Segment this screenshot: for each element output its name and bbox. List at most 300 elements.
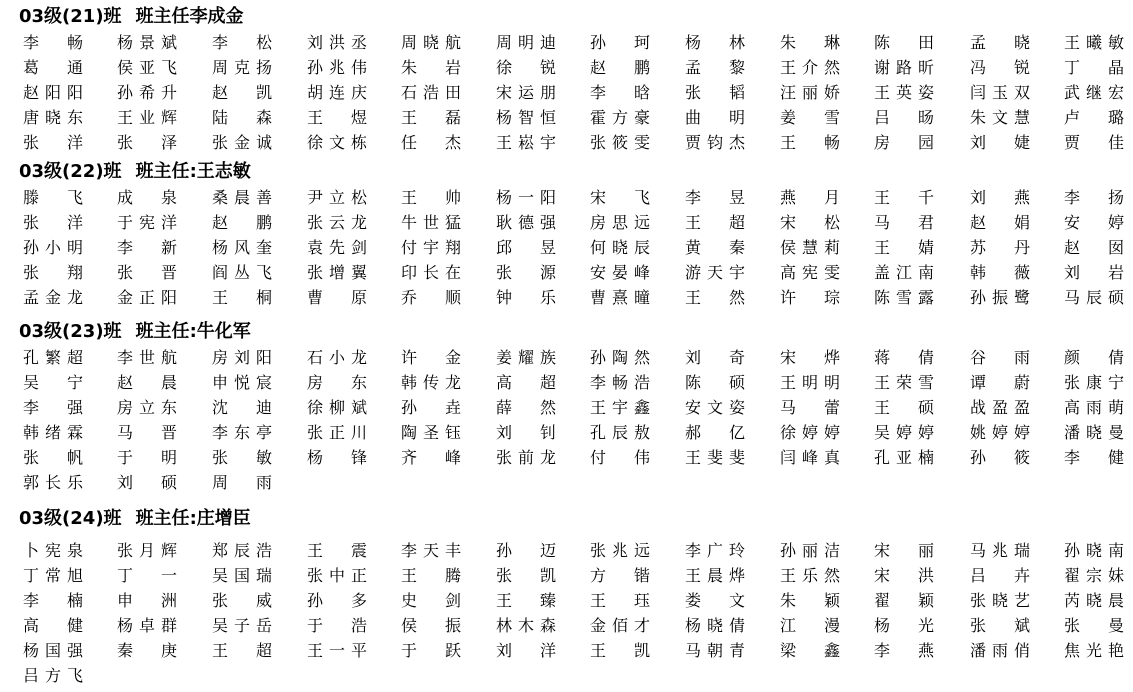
name-char: 扬 [255,58,272,77]
name-char: 飞 [633,188,650,207]
name-char: 孔 [874,448,891,467]
name-char: 婧 [917,238,934,257]
name-char: 王 [307,108,324,127]
student-name [874,395,934,420]
student-name [401,563,461,588]
name-char: 金 [117,288,134,307]
name-char: 晗 [633,83,650,102]
name-char: 磊 [444,108,461,127]
student-name [1064,420,1124,445]
teacher-name: 庄增臣 [196,508,251,529]
name-char: 江 [895,263,912,282]
name-char: 张 [117,133,134,152]
student-name [874,370,934,395]
student-name [117,395,177,420]
name-char: 臻 [539,591,556,610]
name-char: 曈 [633,288,650,307]
name-char: 双 [1013,83,1030,102]
name-char: 晓 [706,616,723,635]
name-char: 乐 [801,566,818,585]
student-name [496,613,556,638]
name-char: 石 [307,348,324,367]
student-name [23,588,83,613]
name-char: 杰 [728,133,745,152]
student-name [23,345,83,370]
name-char: 钧 [706,133,723,152]
name-char: 伟 [350,58,367,77]
name-char: 姿 [728,398,745,417]
student-name [23,445,83,470]
student-name [590,588,650,613]
student-name [874,260,934,285]
name-char: 张 [590,133,607,152]
student-name [685,30,745,55]
name-char: 丽 [917,541,934,560]
student-name [401,30,461,55]
name-char: 明 [66,238,83,257]
name-char: 杨 [117,33,134,52]
name-char: 亚 [895,448,912,467]
name-char: 安 [685,398,702,417]
student-name [212,470,272,495]
name-char: 楠 [66,591,83,610]
student-name [685,445,745,470]
name-char: 孔 [590,423,607,442]
name-char: 超 [728,213,745,232]
student-name [970,588,1030,613]
name-char: 帆 [66,448,83,467]
name-char: 郝 [685,423,702,442]
name-char: 一 [328,641,345,660]
name-char: 孙 [307,591,324,610]
name-char: 晋 [160,423,177,442]
student-name [970,613,1030,638]
name-char: 浩 [422,83,439,102]
name-char: 娄 [685,591,702,610]
name-char: 兆 [611,541,628,560]
student-name [874,210,934,235]
name-char: 马 [874,213,891,232]
student-name [874,80,934,105]
name-char: 洋 [160,213,177,232]
student-name [970,538,1030,563]
name-char: 悦 [233,373,250,392]
student-name [780,638,840,663]
name-char: 锋 [350,448,367,467]
name-char: 贾 [1064,133,1081,152]
name-char: 天 [706,263,723,282]
student-name [496,260,556,285]
name-char: 旸 [917,108,934,127]
name-char: 阳 [66,83,83,102]
teacher-label: 班主任 [135,321,190,342]
name-char: 房 [117,398,134,417]
name-char: 孙 [23,238,40,257]
name-char: 长 [44,473,61,492]
name-char: 辰 [1085,288,1102,307]
student-name [590,55,650,80]
name-char: 然 [823,58,840,77]
name-char: 李 [1064,448,1081,467]
name-char: 运 [517,83,534,102]
student-name [780,563,840,588]
student-name [1064,588,1124,613]
name-char: 薛 [496,398,513,417]
name-char: 赵 [1064,238,1081,257]
student-name [1064,395,1124,420]
name-char: 光 [917,616,934,635]
name-char: 陈 [874,33,891,52]
name-char: 王 [212,641,229,660]
name-char: 鹏 [255,213,272,232]
name-char: 业 [138,108,155,127]
name-char: 锐 [539,58,556,77]
student-name [874,538,934,563]
student-name [23,420,83,445]
name-char: 杨 [307,448,324,467]
name-char: 峰 [444,448,461,467]
name-char: 翟 [1064,566,1081,585]
student-name [401,130,461,155]
student-name [117,588,177,613]
student-name [874,345,934,370]
name-char: 航 [160,348,177,367]
name-char: 冯 [970,58,987,77]
name-char: 宋 [874,541,891,560]
student-name [1064,260,1124,285]
name-char: 东 [350,373,367,392]
name-char: 强 [66,398,83,417]
name-char: 丁 [117,566,134,585]
name-char: 方 [44,666,61,685]
name-char: 林 [728,33,745,52]
name-char: 江 [780,616,797,635]
name-char: 婷 [991,423,1008,442]
name-char: 猛 [444,213,461,232]
student-name [212,588,272,613]
name-char: 李 [401,541,418,560]
name-char: 斌 [160,33,177,52]
name-char: 然 [823,566,840,585]
student-name [874,588,934,613]
student-name [23,470,83,495]
name-char: 玉 [991,83,1008,102]
name-char: 世 [138,348,155,367]
name-char: 晓 [1085,541,1102,560]
name-char: 剑 [444,591,461,610]
name-char: 超 [539,373,556,392]
name-char: 张 [685,83,702,102]
student-name [496,588,556,613]
student-name [1064,370,1124,395]
name-char: 杨 [496,188,513,207]
student-name [685,185,745,210]
student-name [307,420,367,445]
name-char: 王 [685,213,702,232]
name-char: 李 [685,541,702,560]
student-name [970,55,1030,80]
name-char: 黎 [728,58,745,77]
name-char: 阳 [255,348,272,367]
name-char: 杨 [117,616,134,635]
name-char: 龙 [444,373,461,392]
name-char: 雨 [991,641,1008,660]
name-char: 耿 [496,213,513,232]
name-char: 郭 [23,473,40,492]
name-char: 畅 [611,373,628,392]
name-char: 侯 [117,58,134,77]
name-char: 王 [874,83,891,102]
name-char: 刘 [496,423,513,442]
name-char: 珂 [633,33,650,52]
name-char: 晓 [44,108,61,127]
student-name [117,445,177,470]
name-char: 露 [917,288,934,307]
name-char: 娇 [823,83,840,102]
student-name [401,285,461,310]
name-char: 朱 [780,591,797,610]
name-char: 孟 [685,58,702,77]
name-char: 谭 [970,373,987,392]
name-char: 贾 [685,133,702,152]
name-char: 王 [685,448,702,467]
name-char: 周 [496,33,513,52]
name-char: 明 [517,33,534,52]
student-name [307,345,367,370]
student-name [496,30,556,55]
name-char: 浩 [350,616,367,635]
name-char: 敏 [1107,33,1124,52]
name-char: 曼 [1107,616,1124,635]
name-char: 宏 [1107,83,1124,102]
name-char: 高 [780,263,797,282]
name-char: 斌 [1013,616,1030,635]
name-char: 然 [633,348,650,367]
name-char: 前 [517,448,534,467]
name-char: 赵 [212,83,229,102]
name-char: 克 [233,58,250,77]
student-name [23,538,83,563]
student-name [23,638,83,663]
name-char: 王 [1064,33,1081,52]
student-name [685,638,745,663]
name-char: 张 [496,448,513,467]
name-char: 吴 [212,616,229,635]
name-char: 卢 [1064,108,1081,127]
name-char: 晓 [1085,423,1102,442]
name-char: 娟 [1013,213,1030,232]
name-char: 王 [780,373,797,392]
student-name [496,638,556,663]
name-char: 立 [328,188,345,207]
name-char: 辰 [233,541,250,560]
name-char: 张 [23,448,40,467]
name-char: 腾 [444,566,461,585]
name-char: 妹 [1107,566,1124,585]
name-char: 赵 [23,83,40,102]
name-char: 平 [350,641,367,660]
name-char: 岩 [1107,263,1124,282]
name-char: 马 [780,398,797,417]
student-name [117,470,177,495]
name-char: 东 [160,398,177,417]
student-name [970,130,1030,155]
name-char: 洲 [160,591,177,610]
student-name [212,613,272,638]
name-char: 王 [780,566,797,585]
name-char: 周 [401,33,418,52]
student-name [685,210,745,235]
name-char: 唐 [23,108,40,127]
name-char: 明 [801,373,818,392]
name-char: 张 [496,263,513,282]
student-name [117,285,177,310]
student-name [685,613,745,638]
name-char: 迈 [539,541,556,560]
name-char: 迪 [539,33,556,52]
name-char: 超 [66,348,83,367]
name-char: 洪 [328,33,345,52]
student-name [496,235,556,260]
student-name [970,370,1030,395]
name-char: 光 [1085,641,1102,660]
student-name [212,210,272,235]
name-char: 宇 [611,398,628,417]
name-char: 耀 [517,348,534,367]
student-name [307,395,367,420]
name-char: 刘 [970,133,987,152]
name-char: 敖 [633,423,650,442]
student-name [307,130,367,155]
name-char: 畅 [823,133,840,152]
student-name [590,420,650,445]
name-char: 丽 [801,83,818,102]
name-char: 南 [917,263,934,282]
student-name [23,563,83,588]
name-char: 超 [255,641,272,660]
name-char: 张 [307,566,324,585]
name-char: 晨 [233,188,250,207]
class-label: 03级(22)班 [19,161,122,182]
name-char: 姚 [970,423,987,442]
name-char: 松 [350,188,367,207]
name-char: 朱 [401,58,418,77]
name-char: 张 [970,591,987,610]
name-char: 风 [233,238,250,257]
name-char: 陶 [611,348,628,367]
name-char: 孙 [590,348,607,367]
name-char: 凯 [539,566,556,585]
name-char: 孙 [970,288,987,307]
name-char: 雪 [917,373,934,392]
name-char: 翟 [874,591,891,610]
name-char: 飞 [160,58,177,77]
name-char: 龙 [350,348,367,367]
teacher-separator: : [189,508,197,529]
name-char: 柳 [328,398,345,417]
name-char: 丛 [233,263,250,282]
student-name [212,105,272,130]
name-char: 于 [401,641,418,660]
name-char: 龙 [539,448,556,467]
name-char: 烨 [728,566,745,585]
name-char: 正 [350,566,367,585]
name-char: 朝 [706,641,723,660]
name-char: 陶 [401,423,418,442]
student-name [1064,638,1124,663]
name-char: 王 [874,238,891,257]
name-char: 蔚 [1013,373,1030,392]
name-char: 秦 [728,238,745,257]
student-name [780,55,840,80]
name-char: 滕 [23,188,40,207]
student-name [590,445,650,470]
name-char: 焦 [1064,641,1081,660]
name-char: 葛 [23,58,40,77]
name-char: 孙 [590,33,607,52]
student-name [117,130,177,155]
name-char: 陈 [874,288,891,307]
name-char: 迪 [255,398,272,417]
name-char: 婷 [1107,213,1124,232]
name-char: 张 [212,591,229,610]
student-name [590,613,650,638]
student-name [23,370,83,395]
name-char: 瑞 [1013,541,1030,560]
name-char: 泽 [160,133,177,152]
section-header [19,321,251,343]
student-name [970,235,1030,260]
name-char: 锐 [1013,58,1030,77]
student-name [970,420,1030,445]
teacher-separator: : [189,161,197,182]
name-char: 一 [160,566,177,585]
student-name [212,345,272,370]
name-char: 钰 [444,423,461,442]
name-char: 森 [255,108,272,127]
student-name [780,370,840,395]
student-name [780,260,840,285]
name-char: 硕 [917,398,934,417]
student-name [307,613,367,638]
student-name [117,30,177,55]
student-name [685,563,745,588]
name-char: 晓 [422,33,439,52]
name-char: 姜 [496,348,513,367]
class-label: 03级(24)班 [19,508,122,529]
name-char: 恒 [539,108,556,127]
student-name [117,55,177,80]
student-name [970,80,1030,105]
name-char: 峰 [801,448,818,467]
name-char: 德 [517,213,534,232]
name-char: 云 [328,213,345,232]
name-char: 吴 [212,566,229,585]
name-char: 付 [590,448,607,467]
name-char: 宪 [801,263,818,282]
name-char: 丽 [801,541,818,560]
name-char: 雪 [895,288,912,307]
student-name [117,538,177,563]
name-char: 辉 [160,541,177,560]
name-char: 张 [307,263,324,282]
name-char: 王 [590,398,607,417]
name-char: 斐 [706,448,723,467]
name-char: 王 [307,641,324,660]
name-char: 战 [970,398,987,417]
name-char: 徐 [307,398,324,417]
name-char: 于 [117,213,134,232]
